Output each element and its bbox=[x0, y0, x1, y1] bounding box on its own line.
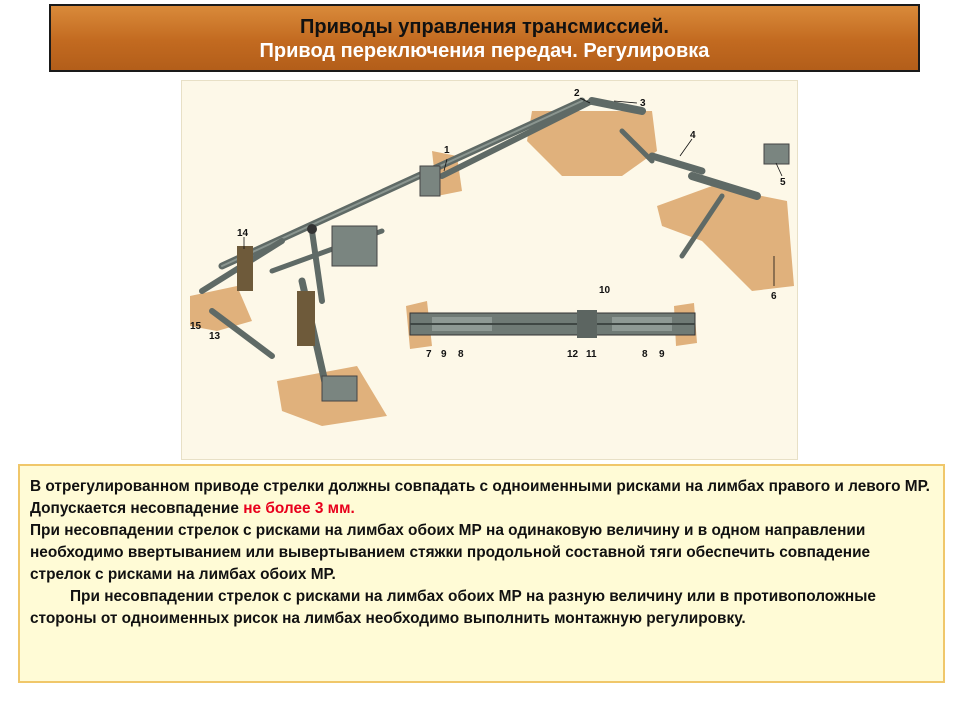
gear-shift-drive-illustration bbox=[181, 80, 798, 460]
callout-5: 5 bbox=[780, 177, 786, 188]
rod-left-lever bbox=[312, 231, 322, 301]
hull-part-right bbox=[657, 186, 794, 291]
lever-knob bbox=[307, 224, 317, 234]
callout-4: 4 bbox=[690, 130, 696, 141]
slide-title-banner bbox=[49, 4, 920, 72]
callout-9-right: 9 bbox=[659, 349, 665, 360]
slide-subtitle: Привод переключения передач. Регулировка bbox=[259, 40, 710, 62]
paragraph-same-direction: При несовпадении стрелок с рисками на лимбах обоих МР на одинаковую величину и в одном направлении необходимо ввертыванием или вывертыванием стяжки продольной составной тяги обеспечить совпадение стрелок с рисками на лимбах обоих МР. bbox=[30, 522, 871, 583]
spring-lower bbox=[297, 291, 315, 346]
drive-diagram-svg bbox=[182, 81, 799, 461]
callout-13: 13 bbox=[209, 331, 221, 342]
callout-1: 1 bbox=[444, 145, 450, 156]
callout-12: 12 bbox=[567, 349, 579, 360]
paragraph-tolerance bbox=[30, 476, 933, 520]
callout-8-right: 8 bbox=[642, 349, 648, 360]
bracket-bottom bbox=[322, 376, 357, 401]
callout-7: 7 bbox=[426, 349, 432, 360]
bracket-center bbox=[332, 226, 377, 266]
callout-9-left: 9 bbox=[441, 349, 447, 360]
callout-2: 2 bbox=[574, 88, 580, 99]
callout-14: 14 bbox=[237, 228, 249, 239]
callout-15: 15 bbox=[190, 321, 202, 332]
callout-11: 11 bbox=[586, 349, 597, 360]
spring-14 bbox=[237, 246, 253, 291]
slide-title: Приводы управления трансмиссией. bbox=[300, 16, 669, 38]
callout-8-left: 8 bbox=[458, 349, 464, 360]
tolerance-text: В отрегулированном приводе стрелки должны совпадать с одноименными рисками на лимбах правого и левого МР. Допускается несовпадение bbox=[30, 478, 930, 517]
rod-right bbox=[652, 156, 702, 171]
callout-3: 3 bbox=[640, 98, 646, 109]
regulation-instructions bbox=[18, 464, 945, 683]
rod-detail-inset bbox=[410, 310, 695, 338]
callout-10: 10 bbox=[599, 285, 611, 296]
callout-6: 6 bbox=[771, 291, 777, 302]
bracket-1 bbox=[420, 166, 440, 196]
paragraph-mounting-adjustment: При несовпадении стрелок с рисками на лимбах обоих МР на разную величину или в противоположные стороны от одноименных рисок на лимбах необходимо выполнить монтажную регулировку. bbox=[30, 588, 876, 627]
bracket-5 bbox=[764, 144, 789, 164]
tolerance-highlight: не более 3 мм. bbox=[243, 500, 355, 517]
